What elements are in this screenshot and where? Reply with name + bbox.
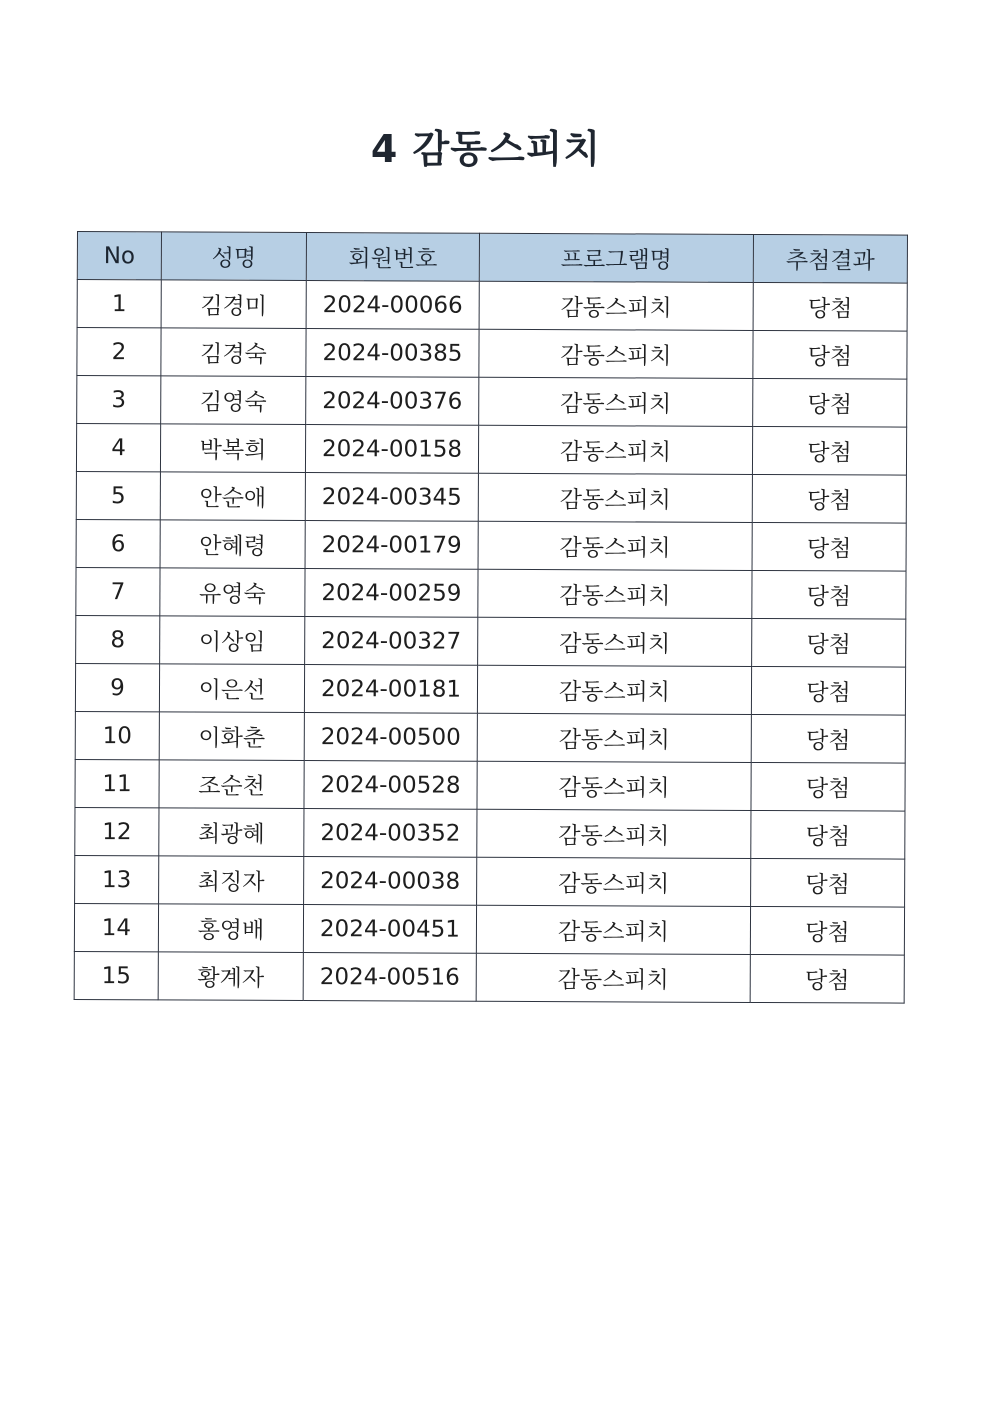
result-cell: 당첨 (751, 714, 905, 763)
program-cell: 감동스피치 (476, 905, 750, 954)
table-body (74, 280, 907, 1004)
name-cell: 김경숙 (161, 328, 306, 377)
row-no-cell: 15 (74, 951, 158, 999)
member-id-cell: 2024-00038 (304, 856, 477, 905)
program-cell: 감동스피치 (478, 617, 752, 666)
member-id-cell: 2024-00259 (305, 568, 478, 617)
result-cell: 당첨 (752, 522, 906, 571)
table-row (75, 855, 905, 907)
page-title: 4 감동스피치 (370, 127, 602, 171)
member-id-cell: 2024-00376 (306, 377, 479, 426)
row-no-cell: 12 (75, 807, 159, 855)
name-cell: 안순애 (160, 472, 305, 521)
program-cell: 감동스피치 (478, 425, 752, 474)
member-id-cell: 2024-00500 (304, 712, 477, 761)
result-cell: 당첨 (753, 282, 907, 331)
row-no-cell: 2 (77, 328, 161, 376)
name-cell: 김경미 (161, 280, 306, 329)
row-no-cell: 8 (76, 615, 160, 663)
result-cell: 당첨 (751, 810, 905, 859)
member-id-cell: 2024-00327 (305, 616, 478, 665)
row-no-cell: 6 (76, 519, 160, 567)
row-no-cell: 4 (76, 424, 160, 472)
table-row (75, 807, 905, 859)
name-cell: 조순천 (159, 760, 304, 809)
program-cell: 감동스피치 (479, 377, 753, 426)
row-no-cell: 10 (75, 711, 159, 759)
table-row (76, 471, 906, 523)
member-id-cell: 2024-00345 (305, 472, 478, 521)
program-cell: 감동스피치 (478, 521, 752, 570)
name-cell: 박복희 (160, 424, 305, 473)
program-cell: 감동스피치 (477, 761, 751, 810)
name-cell: 이상임 (160, 616, 305, 665)
table-row (77, 376, 907, 428)
program-cell: 감동스피치 (478, 473, 752, 522)
table-row (77, 328, 907, 380)
member-id-cell: 2024-00179 (305, 520, 478, 569)
program-cell: 감동스피치 (477, 665, 751, 714)
header-name: 성명 (161, 232, 306, 281)
result-cell: 당첨 (752, 570, 906, 619)
row-no-cell: 1 (77, 280, 161, 328)
result-cell: 당첨 (751, 858, 905, 907)
row-no-cell: 9 (75, 663, 159, 711)
member-id-cell: 2024-00385 (306, 329, 479, 378)
program-cell: 감동스피치 (477, 857, 751, 906)
member-id-cell: 2024-00516 (303, 952, 476, 1001)
header-program: 프로그램명 (479, 233, 753, 282)
result-cell: 당첨 (753, 378, 907, 427)
result-cell: 당첨 (753, 330, 907, 379)
program-cell: 감동스피치 (479, 281, 753, 330)
row-no-cell: 7 (76, 567, 160, 615)
member-id-cell: 2024-00352 (304, 808, 477, 857)
table-row (76, 615, 906, 667)
result-cell: 당첨 (752, 426, 906, 475)
name-cell: 홍영배 (158, 904, 303, 953)
table-header-row (77, 232, 907, 284)
table-row (77, 280, 907, 332)
table-row (76, 567, 906, 619)
member-id-cell: 2024-00066 (306, 281, 479, 330)
lottery-result-table (74, 231, 908, 1004)
row-no-cell: 13 (75, 855, 159, 903)
row-no-cell: 11 (75, 759, 159, 807)
program-cell: 감동스피치 (479, 329, 753, 378)
table-row (76, 424, 906, 476)
program-cell: 감동스피치 (477, 809, 751, 858)
member-id-cell: 2024-00181 (304, 664, 477, 713)
row-no-cell: 5 (76, 471, 160, 519)
name-cell: 최징자 (159, 856, 304, 905)
member-id-cell: 2024-00528 (304, 760, 477, 809)
row-no-cell: 3 (77, 376, 161, 424)
name-cell: 유영숙 (160, 568, 305, 617)
name-cell: 김영숙 (161, 376, 306, 425)
table-row (76, 519, 906, 571)
name-cell: 최광혜 (159, 808, 304, 857)
result-cell: 당첨 (750, 954, 904, 1003)
name-cell: 이은선 (159, 664, 304, 713)
header-no: No (77, 232, 161, 280)
table-row (75, 759, 905, 811)
name-cell: 이화춘 (159, 712, 304, 761)
result-cell: 당첨 (751, 762, 905, 811)
program-cell: 감동스피치 (477, 713, 751, 762)
table-row (74, 903, 904, 955)
member-id-cell: 2024-00158 (305, 424, 478, 473)
program-cell: 감동스피치 (476, 953, 750, 1002)
table-row (75, 663, 905, 715)
member-id-cell: 2024-00451 (303, 904, 476, 953)
table-row (75, 711, 905, 763)
header-member-id: 회원번호 (306, 233, 479, 282)
row-no-cell: 14 (74, 903, 158, 951)
header-result: 추첨결과 (753, 234, 907, 283)
program-cell: 감동스피치 (478, 569, 752, 618)
result-cell: 당첨 (752, 474, 906, 523)
result-cell: 당첨 (751, 666, 905, 715)
result-cell: 당첨 (750, 906, 904, 955)
name-cell: 안혜령 (160, 520, 305, 569)
result-cell: 당첨 (752, 618, 906, 667)
name-cell: 황계자 (158, 952, 303, 1001)
table-row (74, 951, 904, 1003)
